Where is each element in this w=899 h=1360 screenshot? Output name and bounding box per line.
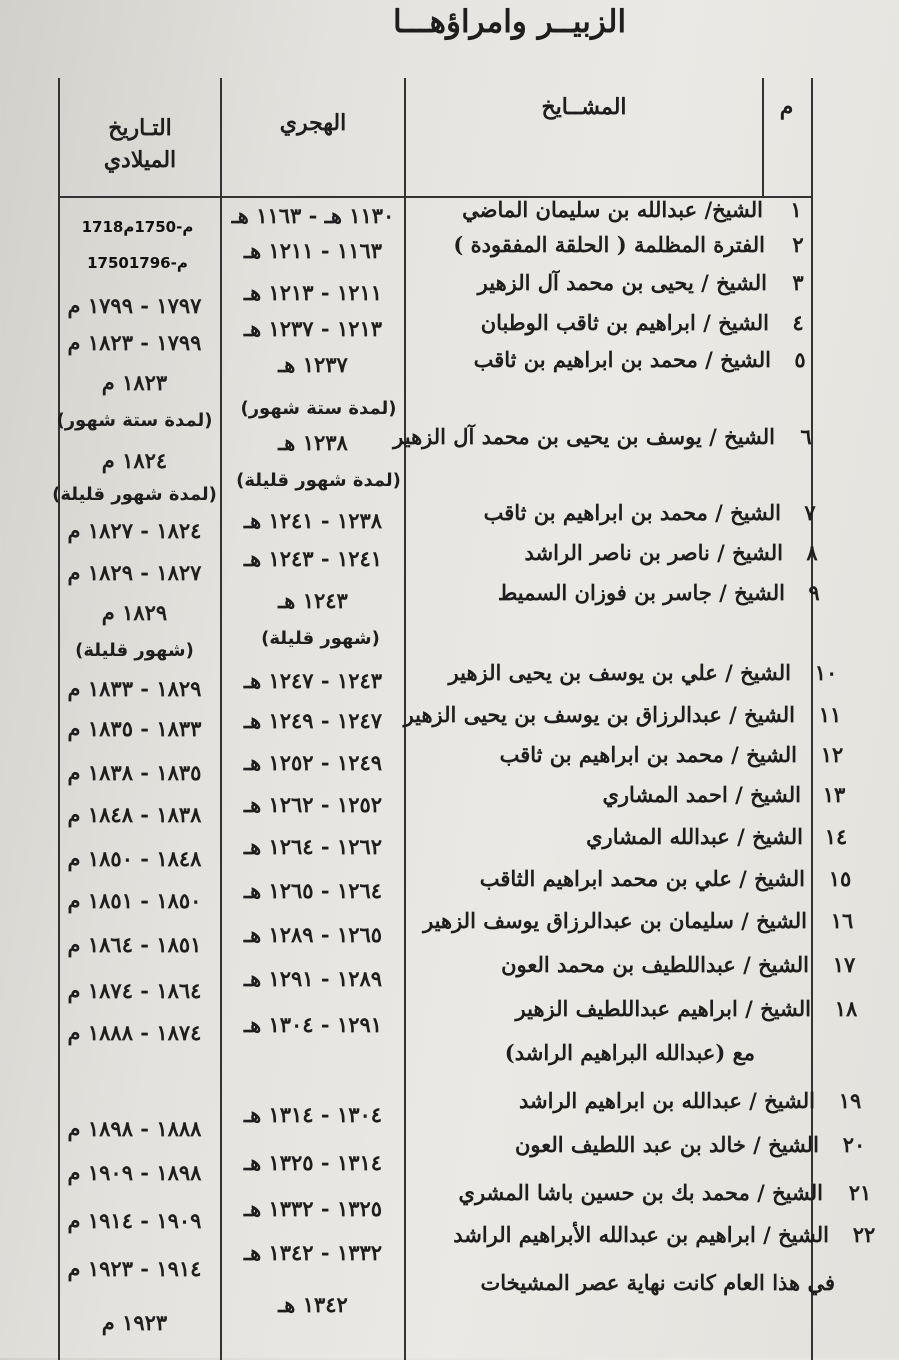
gregorian-date: ١٧٩٩ - ١٨٢٣ م bbox=[67, 330, 202, 355]
row-number: ١٥ bbox=[828, 866, 852, 891]
row-number: ١٩ bbox=[838, 1088, 862, 1113]
gregorian-date: ١٨٧٤ - ١٨٨٨ م bbox=[67, 1020, 202, 1045]
row-number: ٤ bbox=[792, 310, 804, 335]
sheikh-name: الشيخ / محمد بن ابراهيم بن ثاقب bbox=[499, 742, 797, 767]
gregorian-date: ١٨٦٤ - ١٨٧٤ م bbox=[67, 978, 202, 1003]
row-number: ٣ bbox=[792, 270, 804, 295]
sheikh-name: الشيخ / جاسر بن فوزان السميط bbox=[497, 580, 785, 605]
duration-note: (لمدة شهور قليلة) bbox=[52, 484, 217, 505]
row-number: ٦ bbox=[800, 424, 812, 449]
gregorian-date: ١٨٩٨ - ١٩٠٩ م bbox=[67, 1160, 202, 1185]
hijri-date: ١٢٣٨ هـ bbox=[278, 430, 348, 455]
row-number: ٢٠ bbox=[842, 1132, 866, 1157]
sheikh-name: الشيخ / محمد بن ابراهيم بن ثاقب bbox=[473, 347, 771, 372]
hijri-date: ١٢٥٢ - ١٢٦٢ هـ bbox=[243, 792, 383, 817]
hijri-date: ١٢٦٥ - ١٢٨٩ هـ bbox=[243, 922, 383, 947]
row-number: ١١ bbox=[818, 702, 842, 727]
final-gregorian-date: ١٩٢٣ م bbox=[101, 1310, 168, 1335]
gregorian-date: ١٩٠٩ - ١٩١٤ م bbox=[67, 1208, 202, 1233]
hijri-date: ١٢٣٨ - ١٢٤١ هـ bbox=[243, 508, 383, 533]
sheikh-name: الشيخ / علي بن محمد ابراهيم الثاقب bbox=[479, 866, 805, 891]
header-name: المشــايخ bbox=[541, 94, 627, 120]
duration-note: (لمدة ستة شهور) bbox=[56, 410, 213, 431]
sheikh-name: الشيخ / يوسف بن يحيى بن محمد آل الزهير bbox=[393, 424, 775, 449]
sheikh-name: الشيخ / سليمان بن عبدالرزاق يوسف الزهير bbox=[423, 908, 807, 933]
gregorian-date: ١٨٣٨ - ١٨٤٨ م bbox=[67, 802, 202, 827]
hijri-date: ١٢١١ - ١٢١٣ هـ bbox=[243, 280, 383, 305]
annotation-2: 1750م-1796 bbox=[87, 254, 188, 272]
page-title: الزبيــر وامراؤهـــا bbox=[392, 4, 627, 40]
hijri-date: ١٢٤٩ - ١٢٥٢ هـ bbox=[243, 750, 383, 775]
hijri-date: ١٢٦٤ - ١٢٦٥ هـ bbox=[243, 878, 383, 903]
sheikh-name: الشيخ / ابراهيم بن ثاقب الوطبان bbox=[480, 310, 769, 335]
sheikh-name: الشيخ/ عبدالله بن سليمان الماضي bbox=[462, 197, 763, 222]
gregorian-date: ١٨٢٣ م bbox=[101, 370, 168, 395]
hijri-date: ١٢٤٣ هـ bbox=[278, 588, 348, 613]
sheikh-name: الشيخ / يحيى بن محمد آل الزهير bbox=[477, 270, 767, 295]
row-number: ١ bbox=[790, 197, 802, 222]
header-gregorian-line2: الميلادي bbox=[103, 147, 177, 173]
sheikh-name: الفترة المظلمة ( الحلقة المفقودة ) bbox=[453, 232, 765, 257]
sheikh-name: الشيخ / محمد بك بن حسين باشا المشري bbox=[458, 1180, 823, 1205]
hijri-date: ١٣٢٥ - ١٣٣٢ هـ bbox=[243, 1196, 383, 1221]
gregorian-date: ١٨٣٣ - ١٨٣٥ م bbox=[67, 716, 202, 741]
header-hijri: الهجري bbox=[279, 110, 347, 136]
hijri-date: ١١٣٠ هـ - ١١٦٣ هـ bbox=[231, 203, 395, 228]
hijri-date: ١٣٣٢ - ١٣٤٢ هـ bbox=[243, 1240, 383, 1265]
header-gregorian bbox=[60, 112, 220, 176]
gregorian-date: ١٨٢٩ م bbox=[101, 600, 168, 625]
sheikh-name: الشيخ / ناصر بن ناصر الراشد bbox=[524, 540, 783, 565]
row-number: ١٨ bbox=[834, 996, 858, 1021]
row-number: ٢٢ bbox=[852, 1222, 876, 1247]
final-hijri-date: ١٣٤٢ هـ bbox=[278, 1292, 348, 1317]
hijri-date: ١٢٨٩ - ١٢٩١ هـ bbox=[243, 966, 383, 991]
sheikh-name: الشيخ / محمد بن ابراهيم بن ثاقب bbox=[483, 500, 781, 525]
hijri-date: ١٢٩١ - ١٣٠٤ هـ bbox=[243, 1012, 383, 1037]
sheikh-name: الشيخ / عبداللطيف بن محمد العون bbox=[501, 952, 809, 977]
gregorian-date: ١٧٩٧ - ١٧٩٩ م bbox=[67, 293, 202, 318]
sheikh-name: الشيخ / عبدالرزاق بن يوسف بن يحيى الزهير bbox=[403, 702, 795, 727]
gregorian-date: ١٨٢٤ م bbox=[101, 448, 168, 473]
duration-note: (شهور قليلة) bbox=[75, 640, 194, 661]
gregorian-date: ١٨٢٩ - ١٨٣٣ م bbox=[67, 676, 202, 701]
duration-note: (شهور قليلة) bbox=[261, 628, 380, 649]
sheikh-name: الشيخ / عبدالله المشاري bbox=[586, 824, 803, 849]
duration-note: (لمدة شهور قليلة) bbox=[236, 470, 401, 491]
row-number: ٧ bbox=[804, 500, 816, 525]
hijri-date: ١١٦٣ - ١٢١١ هـ bbox=[243, 238, 383, 263]
row-number: ١٢ bbox=[820, 742, 844, 767]
gregorian-date: ١٨٢٤ - ١٨٢٧ م bbox=[67, 518, 202, 543]
sheikh-name: الشيخ / علي بن يوسف بن يحيى الزهير bbox=[448, 660, 791, 685]
sheikh-name: الشيخ / ابراهيم بن عبدالله الأبراهيم الراشد bbox=[453, 1222, 829, 1247]
row-number: ١٠ bbox=[814, 660, 838, 685]
row-number: ٩ bbox=[808, 580, 820, 605]
hijri-date: ١٢١٣ - ١٢٣٧ هـ bbox=[243, 316, 383, 341]
row-number: ٢١ bbox=[848, 1180, 872, 1205]
row-number: ٢ bbox=[792, 232, 804, 257]
gregorian-date: ١٨٢٧ - ١٨٢٩ م bbox=[67, 560, 202, 585]
sheikh-name: الشيخ / خالد بن عبد اللطيف العون bbox=[514, 1132, 819, 1157]
gregorian-date: ١٨٣٥ - ١٨٣٨ م bbox=[67, 760, 202, 785]
annotation-1: 1718م-1750م bbox=[81, 218, 194, 236]
row-number: ١٣ bbox=[822, 782, 846, 807]
gregorian-date: ١٨٥١ - ١٨٦٤ م bbox=[67, 932, 202, 957]
gregorian-date: ١٨٨٨ - ١٨٩٨ م bbox=[67, 1116, 202, 1141]
closing-note: في هذا العام كانت نهاية عصر المشيخات bbox=[480, 1270, 835, 1295]
header-num: م bbox=[779, 94, 794, 120]
sheikh-name: الشيخ / احمد المشاري bbox=[602, 782, 801, 807]
row-number: ٨ bbox=[806, 540, 818, 565]
hijri-date: ١٣٠٤ - ١٣١٤ هـ bbox=[243, 1102, 383, 1127]
hijri-date: ١٣١٤ - ١٣٢٥ هـ bbox=[243, 1150, 383, 1175]
row-number: ١٧ bbox=[832, 952, 856, 977]
row-number: ١٦ bbox=[830, 908, 854, 933]
row-number: ١٤ bbox=[824, 824, 848, 849]
hijri-date: ١٢٤٧ - ١٢٤٩ هـ bbox=[243, 708, 383, 733]
hijri-date: ١٢٤٣ - ١٢٤٧ هـ bbox=[243, 668, 383, 693]
sheikh-name: الشيخ / عبدالله بن ابراهيم الراشد bbox=[518, 1088, 815, 1113]
additional-sheikh: مع (عبدالله البراهيم الراشد) bbox=[504, 1040, 755, 1065]
gregorian-date: ١٨٤٨ - ١٨٥٠ م bbox=[67, 846, 202, 871]
hijri-date: ١٢٤١ - ١٢٤٣ هـ bbox=[243, 546, 383, 571]
row-number: ٥ bbox=[794, 347, 806, 372]
hijri-date: ١٢٣٧ هـ bbox=[278, 352, 348, 377]
gregorian-date: ١٩١٤ - ١٩٢٣ م bbox=[67, 1256, 202, 1281]
header-gregorian-line1: التـاريخ bbox=[108, 115, 172, 141]
gregorian-date: ١٨٥٠ - ١٨٥١ م bbox=[67, 888, 202, 913]
sheikh-name: الشيخ / ابراهيم عبداللطيف الزهير bbox=[515, 996, 811, 1021]
duration-note: (لمدة ستة شهور) bbox=[240, 398, 397, 419]
hijri-date: ١٢٦٢ - ١٢٦٤ هـ bbox=[243, 834, 383, 859]
